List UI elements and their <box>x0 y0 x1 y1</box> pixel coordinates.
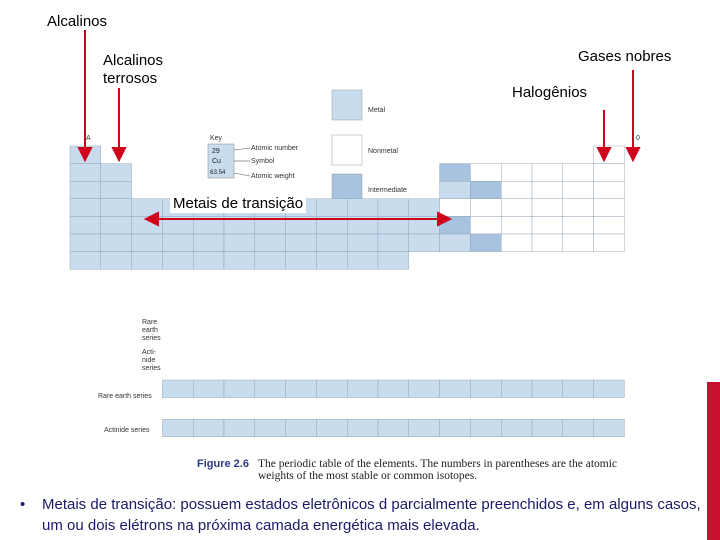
key-example-symbol: Cu <box>212 158 221 165</box>
arrow-gases-nobres-head <box>627 148 639 160</box>
key-label-symbol: Symbol <box>251 158 275 165</box>
label-gases-nobres: Gases nobres <box>578 48 672 65</box>
label-alcalinos: Alcalinos <box>47 13 108 30</box>
bullet-dot: • <box>20 496 26 513</box>
arrow-halogenios-head <box>598 148 610 160</box>
legend-intermediate-label: Intermediate <box>368 187 407 194</box>
legend-nonmetal-label: Nonmetal <box>368 148 398 155</box>
actinide-note: Acti-nide series <box>142 349 161 372</box>
figure-caption-number: Figure 2.6 <box>197 458 249 470</box>
label-metais-transicao: Metais de transição <box>170 195 306 213</box>
group-label-ia: IA <box>84 135 91 142</box>
bullet-text: Metais de transição: possuem estados eletrônicos d parcialmente preenchidos e, em alguns casos, um ou dois elétrons na próxima camada energética mais elevada. <box>42 496 701 534</box>
key-title: Key <box>210 135 223 142</box>
key-label-atomic-number: Atomic number <box>251 145 299 152</box>
series-label-rare-earth: Rare earth series <box>98 393 152 400</box>
figure-caption-line2: weights of the most stable or common isotopes. <box>258 470 478 482</box>
figure-caption-line1: The periodic table of the elements. The numbers in parentheses are the atomic <box>258 458 618 470</box>
series-label-actinide: Actinide series <box>104 427 150 434</box>
legend-metal-label: Metal <box>368 107 386 114</box>
arrow-metais-transicao-left-head <box>146 213 158 225</box>
key-example-weight: 63.54 <box>210 169 226 176</box>
key-label-atomic-weight: Atomic weight <box>251 173 295 180</box>
accent-bar <box>707 382 720 540</box>
group-label-0: 0 <box>636 135 640 142</box>
arrow-alcalinos-head <box>79 148 91 160</box>
arrow-metais-transicao-right-head <box>438 213 450 225</box>
arrow-alcalinos-terrosos-head <box>113 148 125 160</box>
label-halogenios: Halogênios <box>512 84 588 101</box>
label-alcalinos-terrosos: Alcalinos terrosos <box>103 52 164 87</box>
key-example-number: 29 <box>212 148 220 155</box>
rare-earth-note: Rare earth series <box>142 319 161 342</box>
